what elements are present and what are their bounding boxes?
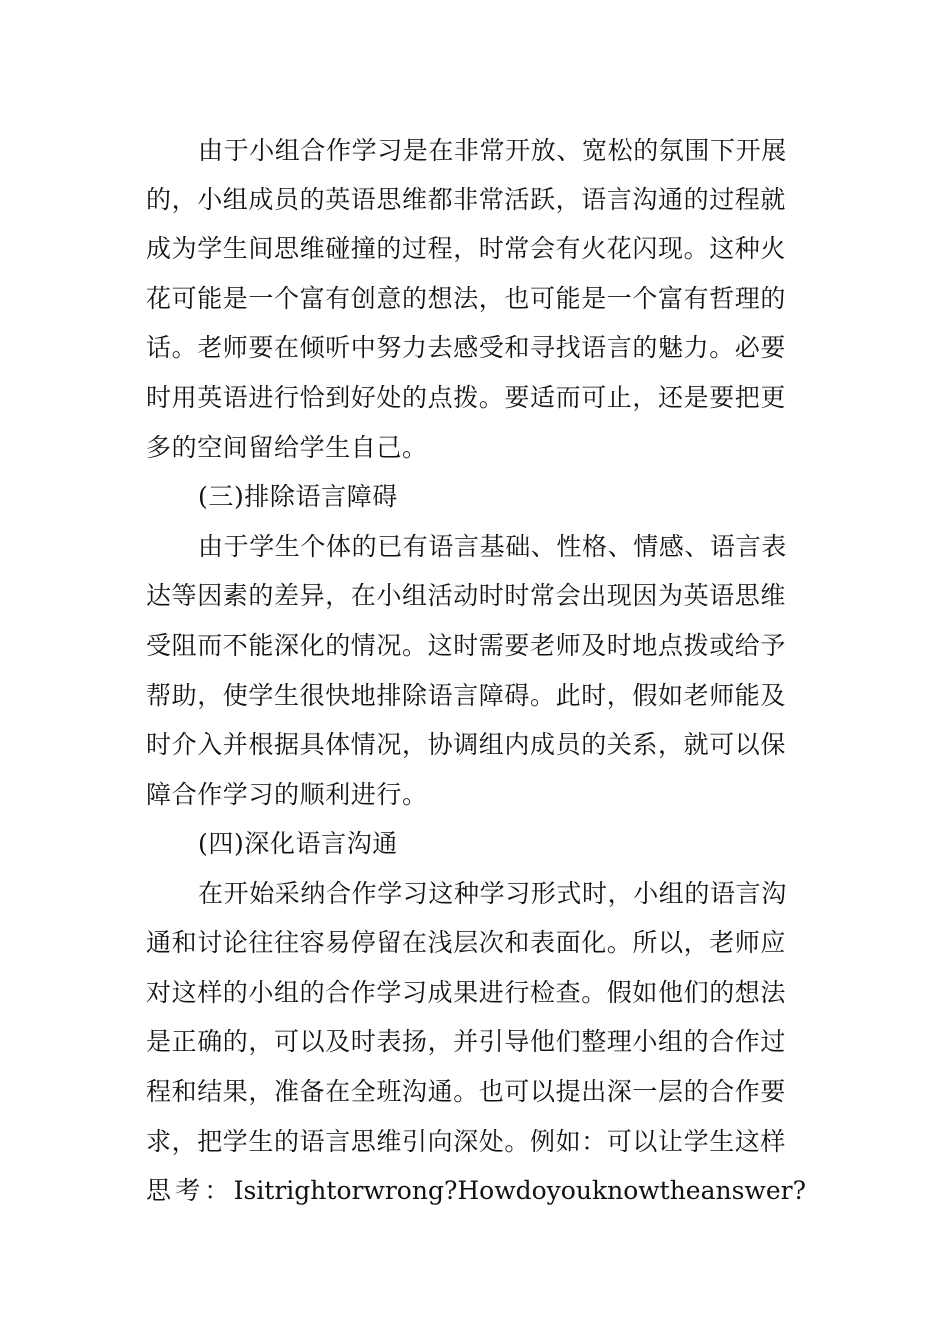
section-heading-4: (四)深化语言沟通 [198,829,398,858]
paragraph-3-line-3: 对这样的小组的合作学习成果进行检查。假如他们的想法 [146,978,787,1007]
paragraph-3-line-7 [146,1171,806,1211]
justified-word: 思 [146,1176,172,1205]
paragraph-3-line-4: 是正确的，可以及时表扬，并引导他们整理小组的合作过 [146,1027,787,1056]
paragraph-1-line-7: 多的空间留给学生自己。 [146,433,428,462]
paragraph-2-line-6: 障合作学习的顺利进行。 [146,780,428,809]
paragraph-1-line-6: 时用英语进行恰到好处的点拨。要适而可止，还是要把更 [146,383,787,412]
paragraph-1-line-2: 的，小组成员的英语思维都非常活跃，语言沟通的过程就 [146,185,787,214]
paragraph-3-line-2: 通和讨论往往容易停留在浅层次和表面化。所以，老师应 [146,928,787,957]
paragraph-1-line-3: 成为学生间思维碰撞的过程，时常会有火花闪现。这种火 [146,234,787,263]
paragraph-1-line-5: 话。老师要在倾听中努力去感受和寻找语言的魅力。必要 [146,333,787,362]
paragraph-3-line-1: 在开始采纳合作学习这种学习形式时，小组的语言沟 [198,879,787,908]
paragraph-3-line-5: 程和结果，准备在全班沟通。也可以提出深一层的合作要 [146,1077,787,1106]
justified-word: 考 [175,1176,201,1205]
paragraph-2-line-3: 受阻而不能深化的情况。这时需要老师及时地点拨或给予 [146,631,787,660]
paragraph-3-line-6: 求，把学生的语言思维引向深处。例如：可以让学生这样 [146,1127,787,1156]
english-question-text: Isitrightorwrong?Howdoyouknowtheanswer? [233,1176,806,1205]
paragraph-1-line-1: 由于小组合作学习是在非常开放、宽松的氛围下开展 [198,136,787,165]
section-heading-3: (三)排除语言障碍 [198,482,398,511]
paragraph-2-line-1: 由于学生个体的已有语言基础、性格、情感、语言表 [198,532,787,561]
paragraph-2-line-4: 帮助，使学生很快地排除语言障碍。此时，假如老师能及 [146,681,787,710]
paragraph-2-line-5: 时介入并根据具体情况，协调组内成员的关系，就可以保 [146,730,787,759]
justified-word: ： [204,1176,230,1205]
paragraph-1-line-4: 花可能是一个富有创意的想法，也可能是一个富有哲理的 [146,284,787,313]
paragraph-2-line-2: 达等因素的差异，在小组活动时时常会出现因为英语思维 [146,581,787,610]
